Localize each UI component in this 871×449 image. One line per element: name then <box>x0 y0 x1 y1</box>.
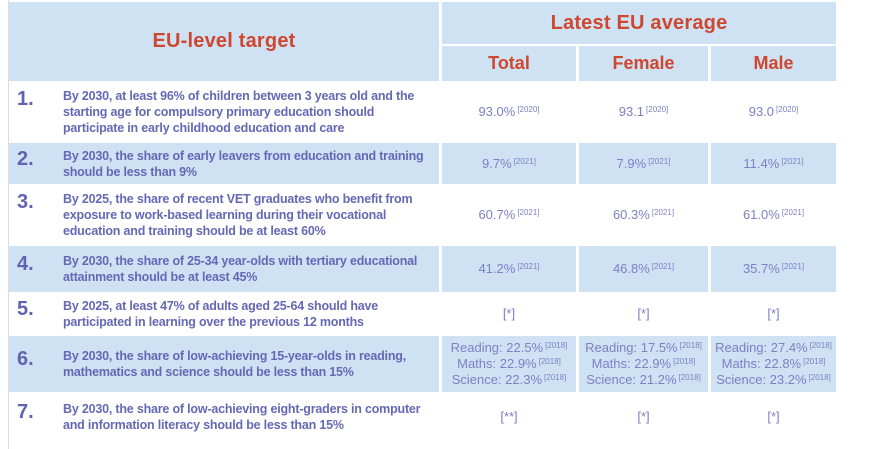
column-header-male: Male <box>711 46 836 81</box>
row-number: 7. <box>17 400 34 423</box>
value-line <box>711 156 836 172</box>
value-text: Science: 22.3% <box>451 372 543 387</box>
row-number: 5. <box>17 298 34 320</box>
value-line <box>442 207 576 223</box>
target-cell <box>9 186 439 244</box>
total-value-cell <box>442 186 576 244</box>
female-value-cell <box>579 336 708 392</box>
row-number: 4. <box>17 253 34 275</box>
female-value-cell <box>579 186 708 244</box>
target-wrap <box>9 295 439 333</box>
table-row <box>9 336 836 392</box>
target-text: By 2030, the share of 25-34 year-olds with tertiary educational attainment should be at least 45% <box>63 254 418 284</box>
value-text: 93.0 <box>748 104 775 119</box>
value-line <box>711 306 836 322</box>
total-value-cell <box>442 394 576 439</box>
target-text: By 2025, at least 47% of adults aged 25-64 should have participated in learning over the previous 12 months <box>63 299 379 329</box>
table-row <box>9 394 836 439</box>
row-number: 1. <box>17 88 34 110</box>
female-value-cell <box>579 246 708 292</box>
value-line <box>442 372 576 388</box>
value-text: Maths: 22.9% <box>457 356 537 371</box>
value-text: 93.1 <box>618 104 645 119</box>
year-note: [2021] <box>648 156 671 166</box>
year-note: [2020] <box>776 105 799 114</box>
year-note: [2018] <box>678 373 701 382</box>
year-note: [2021] <box>517 262 540 271</box>
column-header-total: Total <box>442 46 576 81</box>
value-line <box>711 104 836 120</box>
value-line <box>579 409 708 425</box>
target-cell <box>9 143 439 184</box>
year-note: [2018] <box>679 341 702 350</box>
value-text: 60.3% <box>612 207 650 222</box>
male-value-cell <box>711 186 836 244</box>
male-value-cell <box>711 336 836 392</box>
column-header-latest-eu-average: Latest EU average <box>442 2 836 44</box>
year-note: [2020] <box>517 105 540 114</box>
target-cell <box>9 83 439 141</box>
total-value-cell <box>442 336 576 392</box>
value-text: [**] <box>500 408 518 424</box>
target-wrap <box>9 345 439 383</box>
target-cell <box>9 294 439 334</box>
value-text: Reading: 22.5% <box>450 340 544 355</box>
target-cell <box>9 246 439 292</box>
value-line <box>579 306 708 322</box>
value-line <box>442 261 576 277</box>
year-note: [2021] <box>781 156 804 166</box>
target-text: By 2030, the share of low-achieving eight-graders in computer and information literacy should be less than 15% <box>63 401 421 432</box>
female-value-cell <box>579 143 708 184</box>
value-text: 11.4% <box>743 155 780 171</box>
table-row <box>9 294 836 334</box>
value-line <box>711 372 836 388</box>
year-note: [2018] <box>545 341 568 350</box>
target-text: By 2025, the share of recent VET graduates who benefit from exposure to work-based learning during their vocational education and training should be at least 60% <box>63 192 413 238</box>
value-line <box>711 340 836 356</box>
value-text: Science: 21.2% <box>586 372 677 387</box>
target-cell <box>9 394 439 439</box>
table-row <box>9 143 836 184</box>
year-note: [2021] <box>781 262 805 271</box>
target-wrap <box>9 250 439 288</box>
column-header-female: Female <box>579 46 708 81</box>
value-line <box>579 340 708 356</box>
value-text: 46.8% <box>612 261 650 276</box>
value-text: Maths: 22.9% <box>591 356 672 371</box>
year-note: [2021] <box>651 208 675 217</box>
table-row <box>9 246 836 292</box>
eu-targets-table <box>6 0 839 441</box>
value-text: 41.2% <box>478 261 516 276</box>
value-text: 93.0% <box>478 104 516 119</box>
year-note: [2018] <box>808 373 831 382</box>
year-note: [2021] <box>517 208 540 217</box>
value-text: [*] <box>637 408 650 424</box>
value-line <box>442 356 576 372</box>
year-note: [2021] <box>513 156 536 166</box>
year-note: [2020] <box>646 105 669 114</box>
year-note: [2021] <box>651 262 675 271</box>
male-value-cell <box>711 294 836 334</box>
value-text: 60.7% <box>478 207 516 222</box>
row-number: 3. <box>17 191 34 213</box>
value-line <box>442 156 576 172</box>
target-wrap <box>9 398 439 436</box>
column-header-eu-level-target: EU-level target <box>9 2 439 81</box>
value-text: [*] <box>767 408 780 424</box>
target-cell <box>9 336 439 392</box>
row-number: 6. <box>17 348 34 370</box>
value-text: Reading: 27.4% <box>715 340 808 355</box>
year-note: [2018] <box>673 357 696 366</box>
male-value-cell <box>711 394 836 439</box>
table-row <box>9 186 836 244</box>
male-value-cell <box>711 83 836 141</box>
year-note: [2021] <box>781 208 805 217</box>
value-line <box>442 409 576 425</box>
value-line <box>579 207 708 223</box>
target-wrap <box>9 188 439 242</box>
value-line <box>579 356 708 372</box>
value-text: 9.7% <box>482 155 512 171</box>
value-text: [*] <box>637 306 650 321</box>
target-wrap <box>9 85 439 139</box>
value-text: [*] <box>502 306 516 321</box>
male-value-cell <box>711 246 836 292</box>
table-row <box>9 83 836 141</box>
total-value-cell <box>442 83 576 141</box>
value-line <box>579 156 708 172</box>
total-value-cell <box>442 143 576 184</box>
value-line <box>579 104 708 120</box>
value-line <box>442 340 576 356</box>
target-text: By 2030, the share of early leavers from education and training should be less than 9% <box>63 148 424 179</box>
value-text: Reading: 17.5% <box>585 340 678 355</box>
female-value-cell <box>579 394 708 439</box>
value-text: [*] <box>767 306 780 321</box>
target-wrap <box>9 145 439 183</box>
value-line <box>711 207 836 223</box>
total-value-cell <box>442 294 576 334</box>
value-line <box>711 261 836 277</box>
total-value-cell <box>442 246 576 292</box>
female-value-cell <box>579 294 708 334</box>
year-note: [2018] <box>538 357 561 366</box>
year-note: [2018] <box>809 341 832 350</box>
target-text: By 2030, at least 96% of children between 3 years old and the starting age for compulsory primary education should participate in early childhood education and care <box>63 89 415 135</box>
row-number: 2. <box>17 147 34 170</box>
target-text: By 2030, the share of low-achieving 15-year-olds in reading, mathematics and science should be less than 15% <box>63 349 406 379</box>
female-value-cell <box>579 83 708 141</box>
value-text: 61.0% <box>742 207 780 222</box>
value-line <box>442 104 576 120</box>
year-note: [2018] <box>544 373 567 382</box>
value-line <box>711 356 836 372</box>
value-text: 35.7% <box>742 261 780 276</box>
table-body <box>9 83 836 439</box>
male-value-cell <box>711 143 836 184</box>
value-text: Science: 23.2% <box>716 372 807 387</box>
value-text: Maths: 22.8% <box>721 356 802 371</box>
value-text: 7.9% <box>616 155 647 171</box>
value-line <box>579 261 708 277</box>
value-line <box>442 306 576 322</box>
value-line <box>711 409 836 425</box>
eu-targets-table-container <box>6 0 839 441</box>
year-note: [2018] <box>803 357 826 366</box>
value-line <box>579 372 708 388</box>
